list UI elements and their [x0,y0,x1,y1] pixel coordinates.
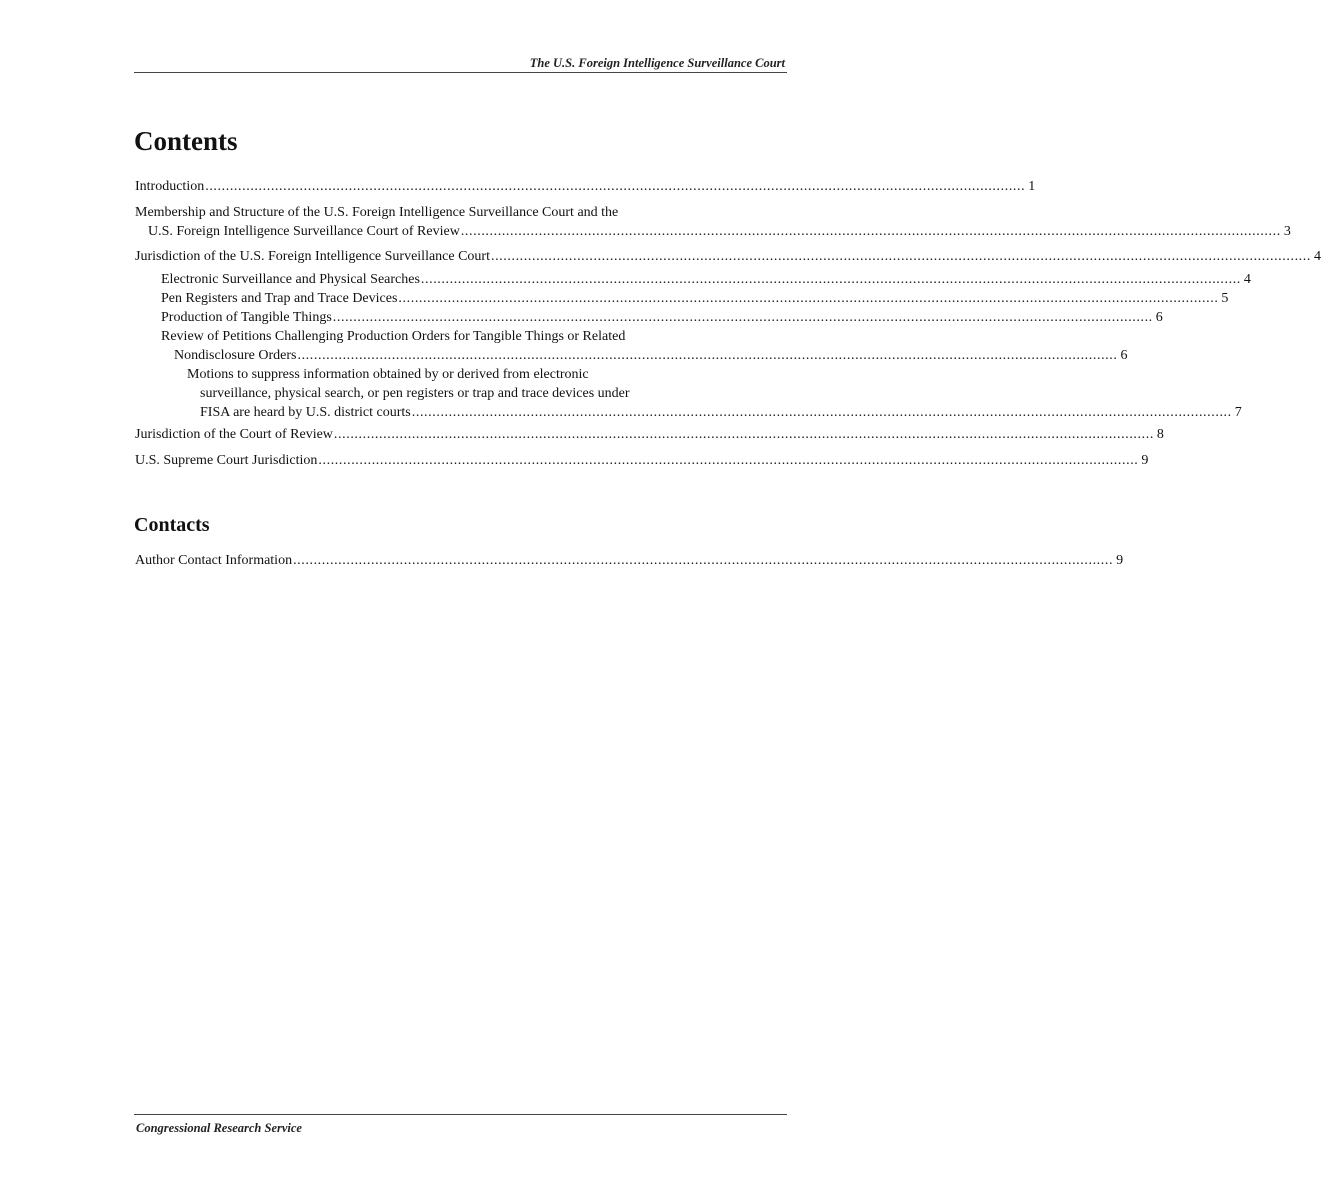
toc-entry-membership[interactable] [135,203,1291,241]
toc-leader-dots: ........................................................................................................................................................................................................ [411,405,1232,420]
toc-leader-dots: ........................................................................................................................................................................................................ [420,272,1241,287]
toc-entry-title: Pen Registers and Trap and Trace Devices [161,291,398,306]
toc-entry-title: Production of Tangible Things [161,310,332,325]
toc-line [135,551,1124,570]
toc-entry-title: Motions to suppress information obtained by or derived from electronic [187,367,589,382]
toc-page-number: 6 [1120,348,1128,363]
header-title: The U.S. Foreign Intelligence Surveillance Court [529,56,785,70]
toc-line [135,451,1149,470]
toc-entry-pen-registers[interactable] [161,289,1229,308]
toc-entry-author-contact[interactable] [135,551,1124,570]
toc-leader-dots: ........................................................................................................................................................................................................ [490,249,1311,264]
toc-entry-motions-to-suppress[interactable] [187,365,1242,422]
toc-leader-dots: ........................................................................................................................................................................................................ [460,224,1281,239]
toc-entry-title-cont: Nondisclosure Orders [174,348,297,363]
toc-entry-introduction[interactable] [135,177,1036,196]
toc-entry-supreme-court[interactable] [135,451,1149,470]
toc-page-number: 6 [1155,310,1163,325]
toc-entry-title: Electronic Surveillance and Physical Searches [161,272,420,287]
toc-line [187,403,1242,422]
toc-entry-title: Jurisdiction of the U.S. Foreign Intelligence Surveillance Court [135,249,490,264]
toc-entry-title: Author Contact Information [135,553,293,568]
toc-page-number: 1 [1028,179,1036,194]
toc-entry-title: Introduction [135,179,205,194]
toc-page-number: 4 [1313,249,1321,264]
toc-leader-dots: ........................................................................................................................................................................................................ [297,348,1118,363]
toc-line [161,346,1128,365]
toc-entry-title-cont: U.S. Foreign Intelligence Surveillance Court of Review [148,224,460,239]
toc-page-number: 9 [1141,453,1149,468]
toc-line [135,177,1036,196]
toc-leader-dots: ........................................................................................................................................................................................................ [333,427,1154,442]
running-header [134,54,787,73]
toc-line [161,289,1229,308]
toc-entry-title: U.S. Supreme Court Jurisdiction [135,453,318,468]
toc-entry-title: Membership and Structure of the U.S. Foreign Intelligence Surveillance Court and the [135,205,619,220]
toc-line [135,425,1164,444]
toc-leader-dots: ........................................................................................................................................................................................................ [293,553,1114,568]
toc-leader-dots: ........................................................................................................................................................................................................ [398,291,1219,306]
toc-leader-dots: ........................................................................................................................................................................................................ [205,179,1026,194]
toc-entry-electronic-surveillance[interactable] [161,270,1251,289]
toc-entry-jurisdiction-fisc[interactable] [135,247,1321,266]
contacts-heading: Contacts [134,514,210,536]
toc-leader-dots: ........................................................................................................................................................................................................ [332,310,1153,325]
toc-line [135,247,1321,266]
toc-page-number: 3 [1283,224,1291,239]
toc-line [161,270,1251,289]
toc-page-number: 9 [1116,553,1124,568]
toc-entry-tangible-things[interactable] [161,308,1163,327]
toc-entry-title-cont: FISA are heard by U.S. district courts [200,405,411,420]
toc-entry-title: Review of Petitions Challenging Production Orders for Tangible Things or Related [161,329,626,344]
toc-line [135,222,1291,241]
toc-page-number: 4 [1243,272,1251,287]
toc-page-number: 8 [1156,427,1164,442]
toc-entry-review-of-petitions[interactable] [161,327,1128,365]
toc-leader-dots: ........................................................................................................................................................................................................ [318,453,1139,468]
toc-page-number: 7 [1234,405,1242,420]
toc-entry-title: Jurisdiction of the Court of Review [135,427,333,442]
toc-entry-jurisdiction-court-of-review[interactable] [135,425,1164,444]
toc-page-number: 5 [1221,291,1229,306]
toc-line [161,308,1163,327]
running-footer [134,1114,787,1135]
footer-label: Congressional Research Service [136,1121,302,1135]
toc-entry-title-cont: surveillance, physical search, or pen registers or trap and trace devices under [200,386,630,401]
contents-heading: Contents [134,126,238,156]
